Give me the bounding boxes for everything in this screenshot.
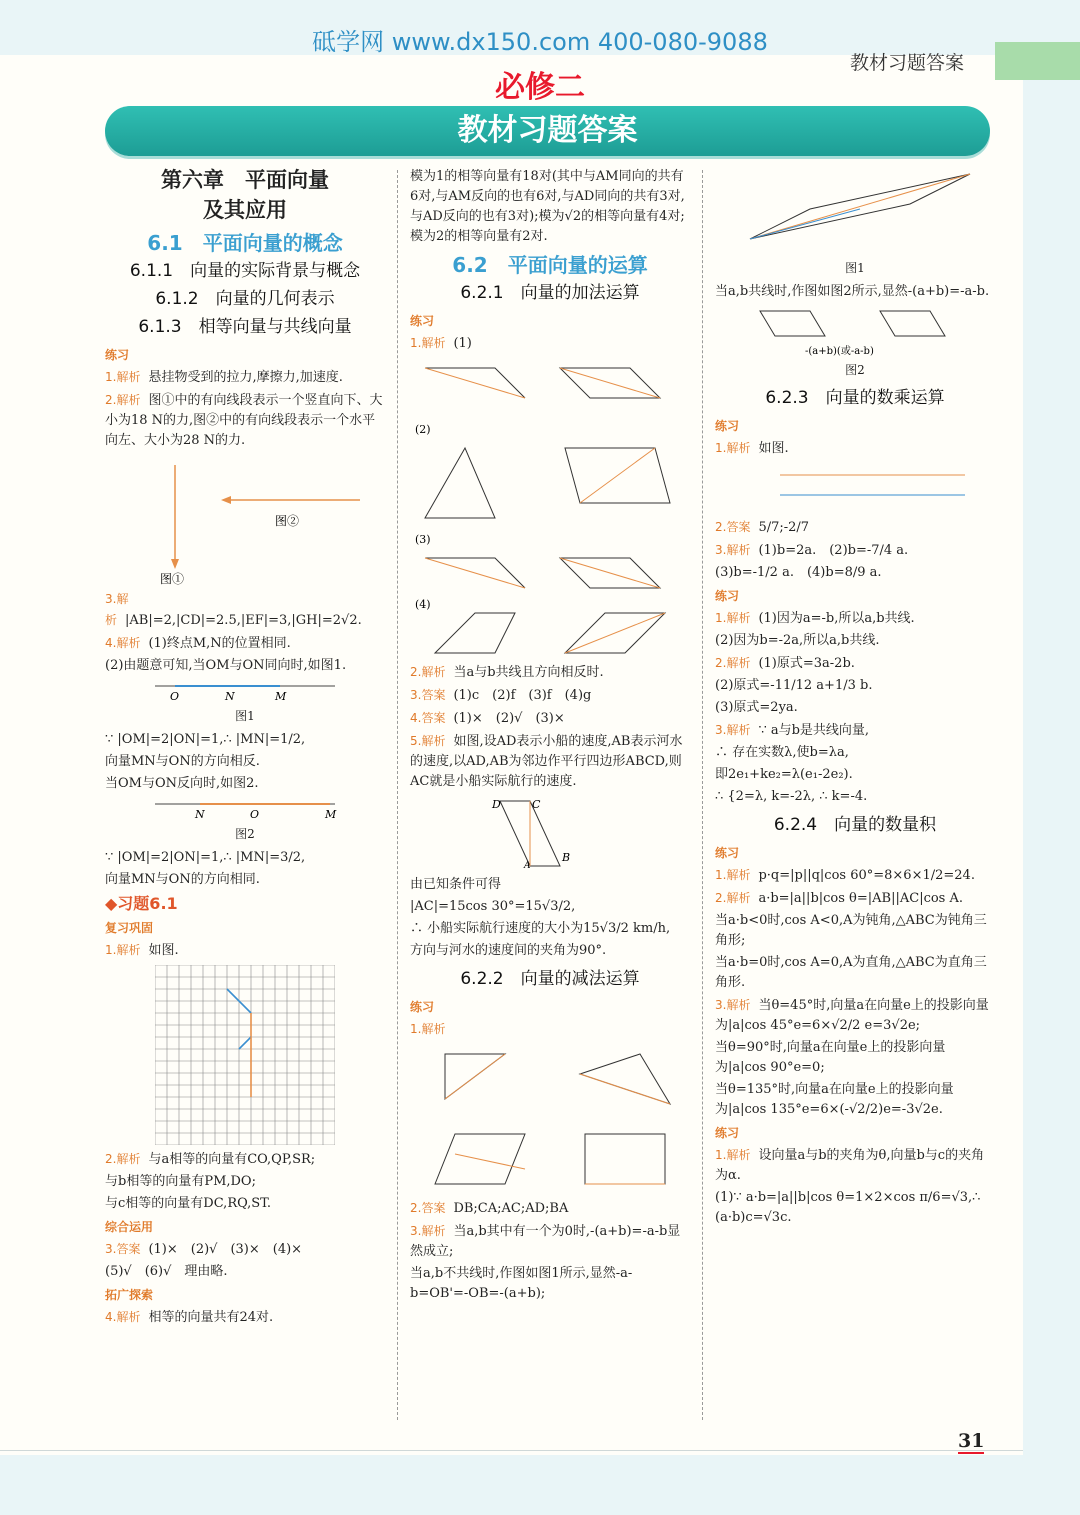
answer-line: 由已知条件可得: [410, 877, 502, 892]
answer-item: 1.解析 如图.: [105, 943, 179, 958]
svg-text:图②: 图②: [275, 514, 300, 528]
answer-item: 1.解析 p·q=|p||q|cos 60°=8×6×1/2=24.: [715, 868, 975, 883]
answer-item: 3.答案 (1)c (2)f (3)f (4)g: [410, 688, 592, 703]
answer-item: 2.解析 图①中的有向线段表示一个竖直向下、大小为18 N的力,图②中的有向线段表示一个水平向左、大小为28 N的力.: [105, 393, 383, 448]
subsection-title: 6.2.2 向量的减法运算: [460, 969, 640, 989]
practice-tag: 练习: [410, 1000, 435, 1014]
answer-item: 1.解析: [410, 1022, 446, 1036]
svg-text:N: N: [225, 690, 235, 702]
svg-text:(4): (4): [415, 598, 431, 611]
figure-caption: 图2: [845, 363, 865, 377]
answer-line: ∴ 小船实际航行速度的大小为15√3/2 km/h,: [410, 921, 671, 936]
practice-tag: 练习: [715, 419, 740, 433]
answer-line: 模为1的相等向量有18对(其中与AM同向的共有6对,与AM反向的也有6对,与AD同向的共有3对,与AD反向的也有3对);模为√2的相等向量有4对;模为2的相等向量有2对.: [410, 169, 685, 244]
answer-line: 当a·b=0时,cos A=0,A为直角,△ABC为直角三角形.: [715, 955, 987, 990]
answer-line: 即2e₁+ke₂=λ(e₁-2e₂).: [715, 767, 853, 782]
banner-title: 教材习题答案: [105, 106, 990, 156]
subsection-title: 6.1.3 相等向量与共线向量: [138, 317, 352, 337]
answer-line: 向量MN与ON的方向相同.: [105, 872, 260, 887]
answer-line: ∴ {2=λ, k=-2λ, ∴ k=-4.: [715, 789, 868, 804]
section-title: 6.2 平面向量的运算: [452, 253, 648, 277]
page-number: 31: [958, 1430, 985, 1452]
svg-text:(3): (3): [415, 533, 431, 546]
extension-tag: 拓广探索: [105, 1288, 154, 1302]
practice-tag: 练习: [105, 348, 130, 362]
answer-item: 3.解析 (1)b=2a. (2)b=-7/4 a.: [715, 543, 909, 558]
grid-figure: [155, 965, 335, 1145]
answer-line: (1)∵ a·b=|a||b|cos θ=1×2×cos π/6=√3,∴ (a·b)c=√3c.: [715, 1190, 981, 1225]
volume-title: 必修二: [495, 70, 585, 105]
answer-item: 4.答案 (1)× (2)√ (3)×: [410, 711, 565, 726]
answer-item: 3.解析 |AB|=2,|CD|=2.5,|EF|=3,|GH|=2√2.: [105, 592, 362, 628]
figure-caption: 图1: [235, 709, 255, 723]
vector-addition-figures: [415, 358, 685, 658]
scalar-multiple-figure: [740, 463, 970, 513]
column-divider: [397, 170, 398, 1420]
answer-item: 2.答案 DB;CA;AC;AD;BA: [410, 1201, 569, 1216]
answer-line: (2)因为b=-2a,所以a,b共线.: [715, 633, 880, 648]
answer-line: |AC|=15cos 30°=15√3/2,: [410, 899, 576, 914]
svg-text:图①: 图①: [160, 572, 185, 585]
answer-line: (3)b=-1/2 a. (4)b=8/9 a.: [715, 565, 882, 580]
force-figure: [110, 455, 380, 585]
answer-line: 当a,b不共线时,作图如图1所示,显然-a-b=OB'=-OB=-(a+b);: [410, 1266, 633, 1301]
answer-item: 1.解析 (1)因为a=-b,所以a,b共线.: [715, 611, 915, 626]
column-divider: [702, 170, 703, 1420]
answer-line: ∵ |OM|=2|ON|=1,∴ |MN|=1/2,: [105, 732, 306, 747]
answer-line: (5)√ (6)√ 理由略.: [105, 1264, 228, 1279]
svg-text:M: M: [275, 690, 287, 702]
answer-line: 当θ=90°时,向量a在向量e上的投影向量为|a|cos 90°e=0;: [715, 1040, 946, 1075]
answer-item: 4.解析 (1)终点M,N的位置相同.: [105, 636, 291, 651]
answer-item: 2.解析 与a相等的向量有CO,QP,SR;: [105, 1152, 316, 1167]
subsection-title: 6.2.4 向量的数量积: [773, 815, 937, 835]
answer-line: 当a,b共线时,作图如图2所示,显然-(a+b)=-a-b.: [715, 284, 990, 299]
negative-sum-figure: [720, 169, 990, 254]
answer-line: 当OM与ON反向时,如图2.: [105, 776, 259, 791]
collinear-figure: [750, 306, 960, 356]
review-tag: 复习巩固: [105, 921, 154, 935]
figure-caption: 图1: [845, 261, 865, 275]
svg-text:B: B: [562, 851, 571, 864]
boat-parallelogram-figure: [490, 796, 610, 871]
number-line-figure: [145, 798, 345, 820]
subsection-title: 6.1.1 向量的实际背景与概念: [129, 261, 361, 281]
practice-tag: 练习: [715, 589, 740, 603]
answer-line: ∴ 存在实数λ,使b=λa,: [715, 745, 849, 760]
subsection-title: 6.1.2 向量的几何表示: [155, 289, 335, 309]
practice-tag: 练习: [715, 846, 740, 860]
answer-item: 5.解析 如图,设AD表示小船的速度,AB表示河水的速度,以AD,AB为邻边作平行四边形ABCD,则AC就是小船实际航行的速度.: [410, 734, 683, 789]
answer-line: 与c相等的向量有DC,RQ,ST.: [105, 1196, 272, 1211]
answer-item: 1.解析 如图.: [715, 441, 789, 456]
answer-item: 1.解析 设向量a与b的夹角为θ,向量b与c的夹角为α.: [715, 1148, 985, 1183]
practice-tag: 练习: [715, 1126, 740, 1140]
watermark: 砥学网 www.dx150.com 400-080-9088: [312, 28, 768, 56]
answer-item: 3.解析 ∵ a与b是共线向量,: [715, 723, 870, 738]
answer-item: 4.解析 相等的向量共有24对.: [105, 1310, 274, 1325]
practice-tag: 练习: [410, 314, 435, 328]
exercise-heading: ◆习题6.1: [105, 894, 178, 913]
answer-item: 1.解析 (1): [410, 336, 472, 351]
answer-line: (2)原式=-11/12 a+1/3 b.: [715, 678, 873, 693]
chapter-title: 第六章 平面向量 及其应用: [161, 168, 329, 222]
section-title: 6.1 平面向量的概念: [147, 231, 343, 255]
answer-line: 当θ=135°时,向量a在向量e上的投影向量为|a|cos 135°e=6×(-√2/2)e=-3√2e.: [715, 1082, 954, 1117]
column-1: [105, 165, 385, 1330]
answer-item: 2.解析 当a与b共线且方向相反时.: [410, 665, 604, 680]
figure-caption: 图2: [235, 827, 255, 841]
subsection-title: 6.2.1 向量的加法运算: [460, 283, 640, 303]
answer-line: 与b相等的向量有PM,DO;: [105, 1174, 256, 1189]
svg-text:A: A: [524, 861, 531, 871]
vector-segment: [239, 1037, 251, 1049]
svg-text:D: D: [492, 798, 501, 811]
answer-item: 2.解析 a·b=|a||b|cos θ=|AB||AC|cos A.: [715, 891, 963, 906]
answer-item: 1.解析 悬挂物受到的拉力,摩擦力,加速度.: [105, 370, 343, 385]
answer-item: 2.解析 (1)原式=3a-2b.: [715, 656, 855, 671]
answer-line: 向量MN与ON的方向相反.: [105, 754, 260, 769]
svg-text:N: N: [195, 808, 205, 820]
footer-line: [0, 1450, 1023, 1451]
svg-text:O: O: [250, 808, 260, 820]
svg-text:M: M: [325, 808, 337, 820]
answer-item: 3.解析 当a,b其中有一个为0时,-(a+b)=-a-b显然成立;: [410, 1224, 681, 1259]
answer-line: 方向与河水的速度间的夹角为90°.: [410, 943, 607, 958]
apply-tag: 综合运用: [105, 1220, 154, 1234]
column-3: [715, 165, 995, 1230]
svg-text:(2): (2): [415, 423, 431, 436]
answer-line: 当a·b<0时,cos A<0,A为钝角,△ABC为钝角三角形;: [715, 913, 987, 948]
answer-line: (3)原式=2ya.: [715, 700, 798, 715]
answer-item: 2.答案 5/7;-2/7: [715, 520, 810, 535]
answer-line: (2)由题意可知,当OM与ON同向时,如图1.: [105, 658, 347, 673]
svg-text:C: C: [532, 798, 541, 811]
svg-text:-(a+b)(或-a-b): -(a+b)(或-a-b): [805, 346, 874, 356]
vector-subtraction-figures: [415, 1044, 685, 1194]
number-line-figure: [145, 680, 345, 702]
answer-line: ∵ |OM|=2|ON|=1,∴ |MN|=3/2,: [105, 850, 306, 865]
corner-label: 教材习题答案: [850, 52, 965, 74]
answer-item: 3.解析 当θ=45°时,向量a在向量e上的投影向量为|a|cos 45°e=6×√2/2 e=3√2e;: [715, 998, 989, 1033]
subsection-title: 6.2.3 向量的数乘运算: [765, 388, 945, 408]
svg-text:O: O: [170, 690, 180, 702]
answer-item: 3.答案 (1)× (2)√ (3)× (4)×: [105, 1242, 303, 1257]
column-2: [410, 165, 690, 1306]
